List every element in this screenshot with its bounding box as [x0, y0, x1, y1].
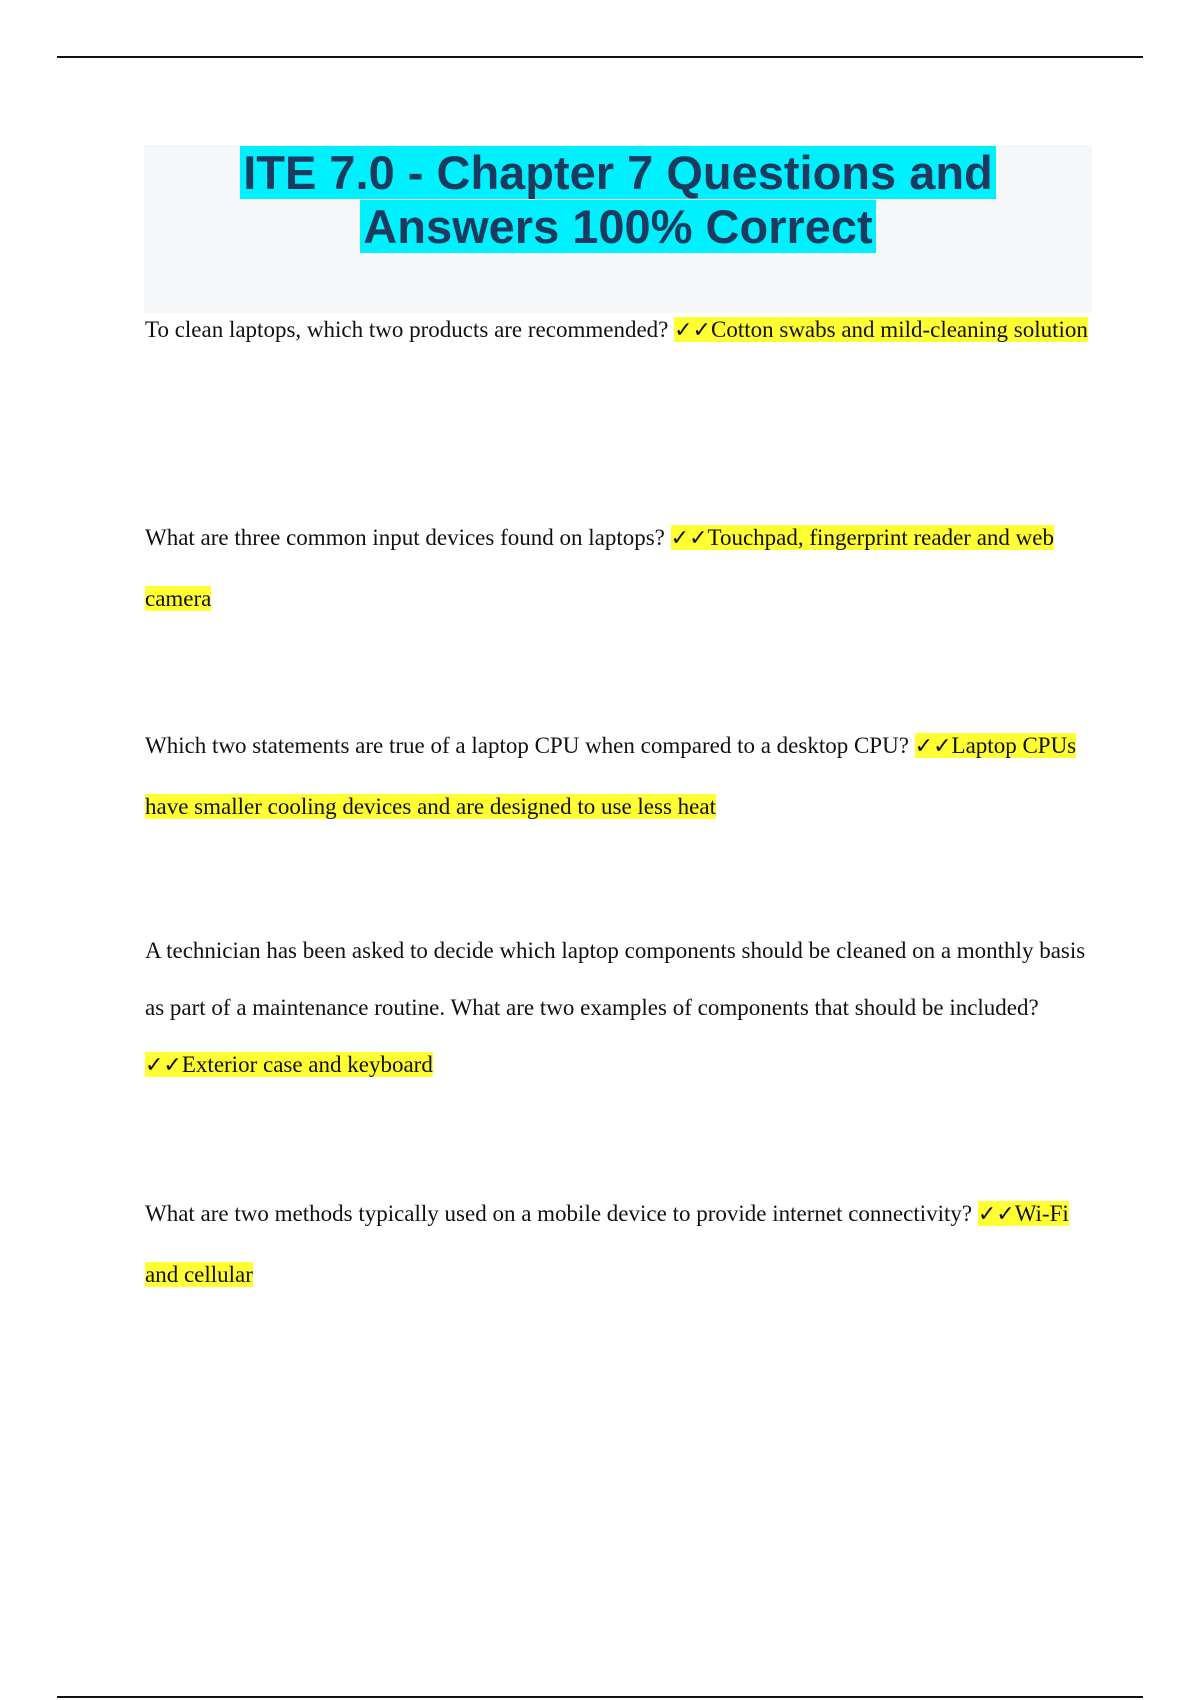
qa-item	[145, 1184, 1095, 1305]
answer-highlight	[145, 1052, 433, 1077]
answer-text: Wi-Fi and cellular	[145, 1201, 1069, 1287]
qa-item	[145, 716, 1095, 837]
answer-highlight	[674, 317, 1088, 342]
answer-text: Cotton swabs and mild-cleaning solution	[711, 317, 1088, 342]
answer-text: Exterior case and keyboard	[181, 1052, 433, 1077]
check-mark-icon: ✓✓	[977, 1202, 1015, 1227]
footer-rule	[57, 1696, 1143, 1698]
check-mark-icon: ✓✓	[914, 734, 952, 759]
qa-item	[145, 300, 1095, 361]
answer-text: Touchpad, fingerprint reader and web camera	[145, 525, 1054, 611]
question-text: What are two methods typically used on a mobile device to provide internet connectivity?	[145, 1201, 973, 1226]
check-mark-icon: ✓✓	[674, 318, 711, 343]
answer-text: Laptop CPUs have smaller cooling devices and are designed to use less heat	[145, 733, 1077, 819]
qa-item	[145, 922, 1095, 1094]
header-rule	[57, 56, 1143, 58]
title-line-1: ITE 7.0 - Chapter 7 Questions and	[240, 146, 996, 199]
title-block	[144, 145, 1092, 313]
title-line-2: Answers 100% Correct	[360, 200, 875, 253]
check-mark-icon: ✓✓	[670, 526, 708, 551]
question-text: To clean laptops, which two products are recommended?	[145, 317, 669, 342]
question-text: Which two statements are true of a laptop CPU when compared to a desktop CPU?	[145, 733, 909, 758]
question-text: A technician has been asked to decide which laptop components should be cleaned on a monthly basis as part of a maintenance routine. What are two examples of components that should be included?	[145, 938, 1086, 1020]
question-text: What are three common input devices found on laptops?	[145, 525, 665, 550]
check-mark-icon: ✓✓	[145, 1053, 182, 1078]
page-title	[144, 145, 1092, 254]
qa-item	[145, 508, 1095, 629]
